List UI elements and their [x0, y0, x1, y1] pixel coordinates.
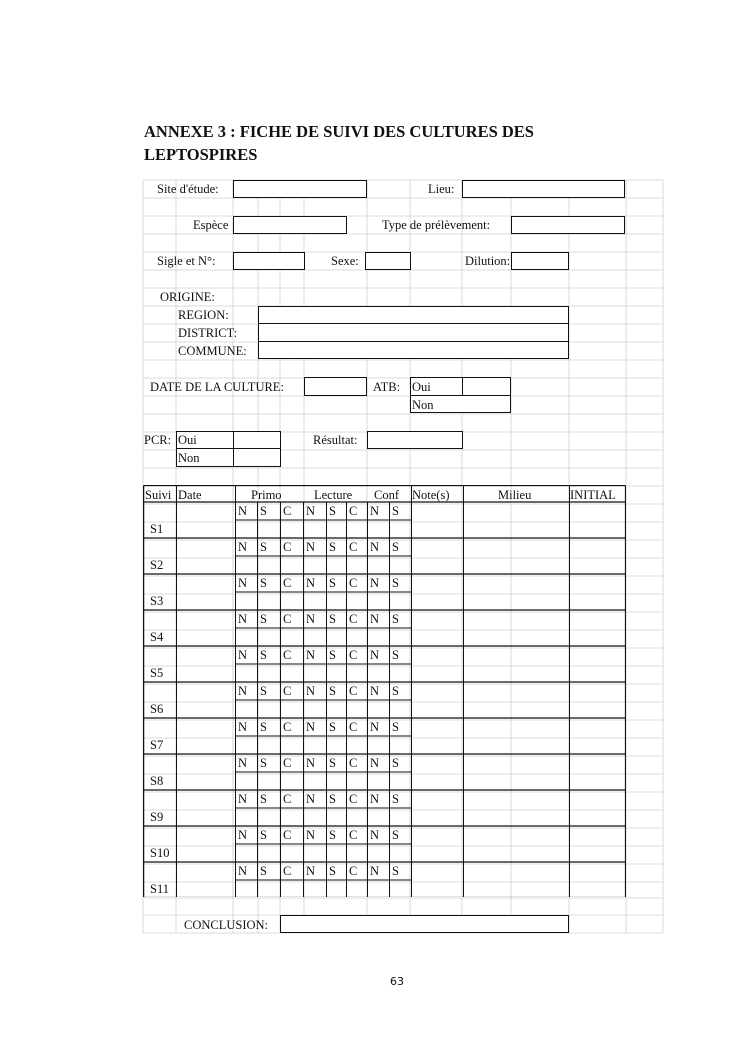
sub-col-letter: N: [306, 648, 316, 662]
sub-col-letter: S: [329, 864, 336, 878]
sub-col-letter: C: [283, 684, 292, 698]
sigle-field[interactable]: [233, 252, 305, 270]
sub-col-letter: S: [392, 540, 399, 554]
atb-non-label: Non: [412, 398, 434, 412]
site-field[interactable]: [233, 180, 367, 198]
sub-col-letter: C: [349, 720, 358, 734]
sub-col-letter: C: [349, 612, 358, 626]
date-culture-field[interactable]: [304, 377, 367, 396]
suivi-row-label: S3: [150, 594, 164, 608]
sub-col-letter: N: [370, 504, 380, 518]
header-primo: Primo: [251, 488, 282, 502]
sub-col-letter: S: [329, 684, 336, 698]
sub-col-letter: C: [283, 540, 292, 554]
sub-col-letter: S: [260, 576, 267, 590]
pcr-non-label: Non: [178, 451, 200, 465]
lieu-label: Lieu:: [428, 182, 455, 196]
conclusion-label: CONCLUSION:: [184, 918, 269, 932]
sub-col-letter: N: [238, 648, 248, 662]
sub-col-letter: N: [238, 720, 248, 734]
date-culture-label: DATE DE LA CULTURE:: [150, 380, 284, 394]
sub-col-letter: S: [260, 720, 267, 734]
sub-col-letter: N: [306, 720, 316, 734]
sub-col-letter: N: [370, 792, 380, 806]
suivi-row-label: S9: [150, 810, 164, 824]
commune-field[interactable]: [258, 341, 569, 359]
sub-col-letter: N: [306, 576, 316, 590]
pcr-oui-label: Oui: [178, 433, 197, 447]
header-lecture: Lecture: [314, 488, 353, 502]
sub-col-letter: N: [306, 684, 316, 698]
sub-col-letter: C: [349, 756, 358, 770]
header-conf: Conf: [374, 488, 399, 502]
dilution-field[interactable]: [511, 252, 569, 270]
sub-col-letter: S: [329, 720, 336, 734]
sub-col-letter: N: [370, 648, 380, 662]
sub-col-letter: S: [329, 648, 336, 662]
sub-col-letter: C: [283, 828, 292, 842]
sub-col-letter: S: [392, 792, 399, 806]
sub-col-letter: N: [370, 720, 380, 734]
sub-col-letter: N: [306, 612, 316, 626]
sub-col-letter: N: [370, 756, 380, 770]
heading-line-1: ANNEXE 3 : FICHE DE SUIVI DES CULTURES DES: [144, 122, 534, 141]
region-field[interactable]: [258, 306, 569, 324]
suivi-row-label: S10: [150, 846, 170, 860]
sub-col-letter: N: [238, 864, 248, 878]
suivi-row-label: S4: [150, 630, 164, 644]
suivi-table: [143, 485, 626, 897]
sub-col-letter: N: [370, 612, 380, 626]
resultat-label: Résultat:: [313, 433, 358, 447]
sub-col-letter: C: [349, 540, 358, 554]
header-suivi: Suivi: [145, 488, 172, 502]
sub-col-letter: S: [329, 756, 336, 770]
suivi-row-label: S6: [150, 702, 164, 716]
sub-col-letter: S: [392, 864, 399, 878]
sub-col-letter: S: [260, 756, 267, 770]
sub-col-letter: S: [260, 684, 267, 698]
atb-label: ATB:: [373, 380, 401, 394]
sub-col-letter: N: [238, 684, 248, 698]
sub-col-letter: N: [306, 756, 316, 770]
suivi-row-label: S1: [150, 522, 164, 536]
sub-col-letter: N: [306, 540, 316, 554]
sub-col-letter: S: [392, 720, 399, 734]
sub-col-letter: S: [260, 864, 267, 878]
sub-col-letter: S: [329, 612, 336, 626]
site-label: Site d'étude:: [157, 182, 219, 196]
sub-col-letter: N: [370, 684, 380, 698]
district-field[interactable]: [258, 323, 569, 342]
sub-col-letter: N: [238, 792, 248, 806]
sub-col-letter: C: [349, 864, 358, 878]
region-label: REGION:: [178, 308, 229, 322]
sub-col-letter: N: [238, 828, 248, 842]
sub-col-letter: N: [370, 540, 380, 554]
sub-col-letter: C: [283, 792, 292, 806]
sub-col-letter: C: [283, 756, 292, 770]
atb-oui-divider: [462, 377, 463, 396]
resultat-field[interactable]: [367, 431, 463, 449]
suivi-row-label: S7: [150, 738, 164, 752]
sub-col-letter: S: [329, 576, 336, 590]
dilution-label: Dilution:: [465, 254, 511, 268]
sub-col-letter: S: [392, 684, 399, 698]
suivi-row-label: S2: [150, 558, 164, 572]
sub-col-letter: S: [392, 756, 399, 770]
page-number: 63: [390, 975, 404, 988]
suivi-row-label: S8: [150, 774, 164, 788]
header-milieu: Milieu: [498, 488, 532, 502]
sub-col-letter: S: [392, 648, 399, 662]
sub-col-letter: S: [392, 612, 399, 626]
sub-col-letter: N: [306, 864, 316, 878]
sub-col-letter: C: [283, 720, 292, 734]
atb-oui-label: Oui: [412, 380, 431, 394]
sub-col-letter: C: [349, 792, 358, 806]
heading-line-2: LEPTOSPIRES: [144, 145, 258, 164]
sub-col-letter: N: [238, 756, 248, 770]
sub-col-letter: N: [306, 828, 316, 842]
sub-col-letter: S: [260, 612, 267, 626]
sub-col-letter: S: [260, 504, 267, 518]
sub-col-letter: S: [260, 648, 267, 662]
sub-col-letter: S: [329, 504, 336, 518]
sub-col-letter: C: [283, 612, 292, 626]
sub-col-letter: C: [283, 648, 292, 662]
sexe-field[interactable]: [365, 252, 411, 270]
espece-label: Espèce: [193, 218, 229, 232]
table-borders: [143, 485, 626, 897]
sexe-label: Sexe:: [331, 254, 359, 268]
header-notes: Note(s): [412, 488, 450, 502]
type-prelevement-label: Type de prélèvement:: [382, 218, 491, 232]
sub-col-letter: S: [329, 828, 336, 842]
sub-col-letter: N: [238, 540, 248, 554]
conclusion-field[interactable]: [280, 915, 569, 933]
pcr-label: PCR:: [144, 433, 172, 447]
sub-col-letter: S: [392, 504, 399, 518]
origine-label: ORIGINE:: [160, 290, 215, 304]
commune-label: COMMUNE:: [178, 344, 247, 358]
sub-col-letter: S: [260, 792, 267, 806]
sub-col-letter: S: [260, 540, 267, 554]
sub-col-letter: S: [329, 540, 336, 554]
sub-col-letter: N: [370, 576, 380, 590]
espece-field[interactable]: [233, 216, 347, 234]
sigle-label: Sigle et N°:: [157, 254, 216, 268]
pcr-divider: [233, 431, 234, 467]
sub-col-letter: S: [392, 828, 399, 842]
sub-col-letter: N: [238, 504, 248, 518]
sub-col-letter: S: [260, 828, 267, 842]
lieu-field[interactable]: [462, 180, 625, 198]
sub-col-letter: N: [238, 576, 248, 590]
header-initial: INITIAL: [570, 488, 616, 502]
sub-col-letter: C: [349, 684, 358, 698]
sub-col-letter: C: [283, 576, 292, 590]
sub-col-letter: N: [370, 864, 380, 878]
sub-col-letter: C: [349, 648, 358, 662]
suivi-row-label: S11: [150, 882, 169, 896]
sub-col-letter: S: [329, 792, 336, 806]
sub-col-letter: C: [283, 864, 292, 878]
district-label: DISTRICT:: [178, 326, 238, 340]
header-date: Date: [178, 488, 202, 502]
sub-col-letter: C: [349, 576, 358, 590]
sub-col-letter: C: [349, 504, 358, 518]
sub-col-letter: S: [392, 576, 399, 590]
sub-col-letter: N: [238, 612, 248, 626]
sub-col-letter: N: [370, 828, 380, 842]
type-prelevement-field[interactable]: [511, 216, 625, 234]
suivi-row-label: S5: [150, 666, 164, 680]
sub-col-letter: N: [306, 504, 316, 518]
sub-col-letter: N: [306, 792, 316, 806]
sub-col-letter: C: [349, 828, 358, 842]
sub-col-letter: C: [283, 504, 292, 518]
